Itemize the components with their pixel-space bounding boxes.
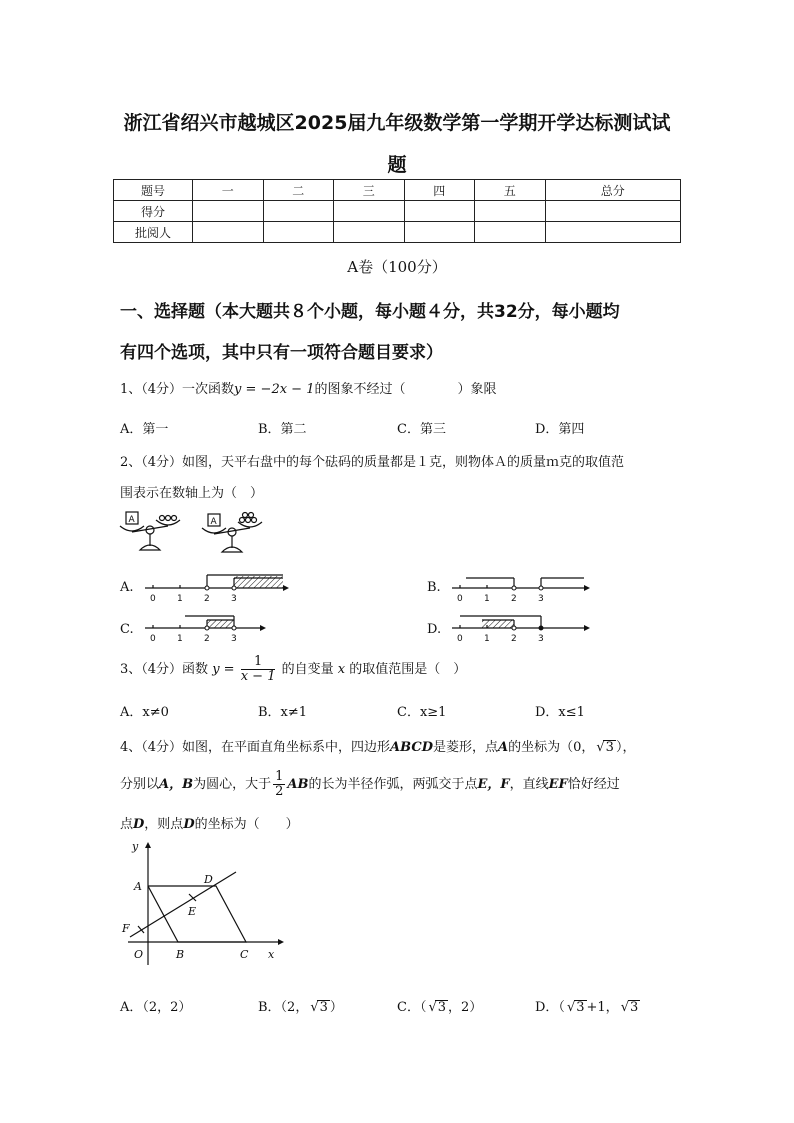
question-text: 恰好经过 (567, 777, 620, 792)
option-text: +1， (586, 1000, 619, 1015)
option-b: B．第二 (258, 422, 307, 437)
option-c: C. (120, 622, 134, 637)
function-lhs: y = (212, 662, 235, 677)
tick-label: 2 (511, 634, 517, 644)
exam-title-continued: 题 (387, 154, 407, 176)
question-text: 点 (120, 817, 134, 832)
table-cell-empty (334, 201, 405, 222)
axis-arrow (584, 585, 590, 591)
number-line-d (452, 612, 597, 644)
open-point (205, 586, 209, 590)
table-cell-empty (193, 222, 264, 243)
fraction-half (273, 770, 285, 799)
question-4-line3 (120, 813, 299, 832)
table-cell: 四 (404, 180, 475, 201)
rhombus-abcd (148, 886, 246, 942)
x-axis-arrow (278, 939, 284, 945)
option-a: A. (120, 580, 134, 595)
numerator: 1 (275, 769, 284, 784)
question-text: 分别以 (120, 777, 160, 792)
tick-label: 3 (231, 594, 237, 604)
option-text: C．（ (397, 1000, 427, 1015)
table-cell-empty (404, 201, 475, 222)
open-point (232, 586, 236, 590)
question-text: 4、（4分）如图，在平面直角坐标系中，四边形 (120, 740, 391, 755)
option-b (258, 996, 343, 1015)
point-a-label: A (134, 880, 142, 893)
question-text: 是菱形，点 (432, 740, 498, 755)
score-table (113, 179, 681, 243)
variable: x (337, 662, 346, 677)
y-axis-arrow (145, 842, 151, 848)
tick-label: 3 (538, 634, 544, 644)
option-c: C．x≥1 (397, 705, 447, 720)
tick-label: 2 (511, 594, 517, 604)
table-cell: 题号 (114, 180, 193, 201)
table-cell-empty (263, 201, 334, 222)
table-cell-empty (475, 222, 546, 243)
object-a-label: A (128, 515, 135, 525)
balance-scales-figure (118, 510, 278, 562)
open-point (512, 586, 516, 590)
point-d-label: D (204, 873, 213, 886)
tick-label: 3 (231, 634, 237, 644)
tick-label: 2 (204, 594, 210, 604)
open-point (539, 586, 543, 590)
balance-scale-right (202, 513, 262, 553)
table-cell: 总分 (545, 180, 681, 201)
option-a: A．x≠0 (120, 705, 169, 720)
sqrt: √ 3 (628, 1000, 641, 1014)
score-table-header-row (114, 180, 681, 201)
section-heading-continued: 有四个选项，其中只有一项符合题目要求） (120, 343, 443, 363)
weight (243, 513, 248, 518)
numerator: 1 (241, 655, 276, 670)
tick-label: 1 (484, 634, 490, 644)
option-d: D. (427, 622, 442, 637)
table-cell-empty (545, 201, 681, 222)
tick-label: 0 (150, 594, 156, 604)
weight (240, 518, 245, 523)
axis-arrow (584, 625, 590, 631)
weight (246, 518, 251, 523)
tick-label: 0 (150, 634, 156, 644)
y-axis-label: y (132, 840, 139, 853)
point-f-label: F (122, 922, 130, 935)
option-d: D．x≤1 (535, 705, 585, 720)
point-names: A，B (159, 777, 194, 792)
table-cell: 二 (263, 180, 334, 201)
point-name: D (183, 817, 195, 832)
shaded-region (207, 620, 234, 628)
question-4 (120, 736, 635, 755)
option-b: B．x≠1 (258, 705, 308, 720)
axis-arrow (283, 585, 289, 591)
number-line-b (452, 572, 597, 604)
point-b-label: B (176, 948, 185, 961)
shape-name: ABCD (390, 740, 433, 755)
question-text: 1、（4分）一次函数 (120, 382, 235, 397)
option-d: D．第四 (535, 422, 585, 437)
section-heading: 一、选择题（本大题共８个小题，每小题４分，共32分，每小题均 (120, 302, 620, 322)
exam-title: 浙江省绍兴市越城区2025届九年级数学第一学期开学达标测试试 (123, 112, 671, 134)
question-4-line2 (120, 770, 620, 799)
score-table-row (114, 222, 681, 243)
table-cell-empty (475, 201, 546, 222)
option-c (397, 996, 482, 1015)
option-a: A．（2，2） (120, 1000, 192, 1015)
sqrt: √ 3 (574, 1000, 587, 1014)
question-text: 3、（4分）函数 (120, 662, 209, 677)
option-text: B．（2， (258, 1000, 309, 1015)
table-cell-empty (263, 222, 334, 243)
segment-name: AB (287, 777, 309, 792)
formula: y = −2x − 1 (234, 382, 315, 397)
line-name: EF (548, 777, 568, 792)
weight (252, 518, 257, 523)
option-text: D．（ (535, 1000, 565, 1015)
beam (132, 526, 168, 532)
x-axis-label: x (268, 948, 275, 961)
point-c-label: C (240, 948, 249, 961)
score-table-row (114, 201, 681, 222)
table-cell: 一 (193, 180, 264, 201)
point-e-label: E (188, 905, 197, 918)
axis-arrow (260, 625, 266, 631)
denominator: 2 (275, 784, 284, 799)
open-point (232, 626, 236, 630)
weight (160, 516, 165, 521)
point-name: A (498, 740, 509, 755)
option-c: C．第三 (397, 422, 446, 437)
line-ef (130, 872, 236, 937)
question-text: 的图象不经过（ ）象限 (314, 382, 497, 397)
option-d (535, 996, 640, 1015)
point-names: E，F (477, 777, 510, 792)
weight (172, 516, 177, 521)
question-2: 2、（4分）如图，天平右盘中的每个砝码的质量都是１克，则物体Ａ的质量ｍ克的取值范 (120, 455, 625, 470)
rhombus-graph (118, 840, 288, 970)
question-1 (120, 378, 497, 397)
question-text: 的取值范围是（ ） (349, 662, 467, 677)
tick-label: 0 (457, 634, 463, 644)
table-cell: 三 (334, 180, 405, 201)
table-cell: 得分 (114, 201, 193, 222)
tick-label: 3 (538, 594, 544, 604)
question-text: ）， (615, 740, 636, 755)
tick-label: 1 (484, 594, 490, 604)
object-a-label: A (210, 517, 217, 527)
sqrt: √ 3 (603, 740, 616, 754)
closed-point (539, 626, 543, 630)
question-text: 的长为半径作弧，两弧交于点 (308, 777, 478, 792)
question-2-continued: 围表示在数轴上为（ ） (120, 486, 264, 501)
option-b: B. (427, 580, 441, 595)
open-point (512, 626, 516, 630)
number-line-c (145, 612, 290, 644)
fraction (241, 655, 276, 684)
option-a: A．第一 (120, 422, 169, 437)
denominator: x − 1 (240, 669, 276, 684)
weight (166, 516, 171, 521)
beam (214, 528, 250, 534)
question-text: 的自变量 (281, 662, 334, 677)
sqrt: √ 3 (435, 1000, 448, 1014)
question-text: 为圆心，大于 (193, 777, 272, 792)
number-line-a (145, 572, 290, 604)
point-name: D (133, 817, 145, 832)
volume-heading: A卷（100分） (347, 258, 447, 276)
option-text: ） (329, 1000, 343, 1015)
table-cell: 批阅人 (114, 222, 193, 243)
open-point (205, 626, 209, 630)
option-text: ，2） (448, 1000, 483, 1015)
tick-label: 0 (457, 594, 463, 604)
question-text: ，则点 (144, 817, 184, 832)
table-cell: 五 (475, 180, 546, 201)
tick-label: 1 (177, 634, 183, 644)
balance-scale-left (120, 512, 180, 550)
origin-label: O (134, 948, 144, 961)
question-3 (120, 655, 466, 684)
question-text: 的坐标为（ ） (194, 817, 299, 832)
table-cell-empty (404, 222, 475, 243)
question-text: 的坐标为（0， (508, 740, 595, 755)
sqrt: √ 3 (317, 1000, 330, 1014)
tick-label: 2 (204, 634, 210, 644)
table-cell-empty (193, 201, 264, 222)
weight (249, 513, 254, 518)
tick-label: 1 (177, 594, 183, 604)
table-cell-empty (334, 222, 405, 243)
table-cell-empty (545, 222, 681, 243)
question-text: ，直线 (509, 777, 549, 792)
